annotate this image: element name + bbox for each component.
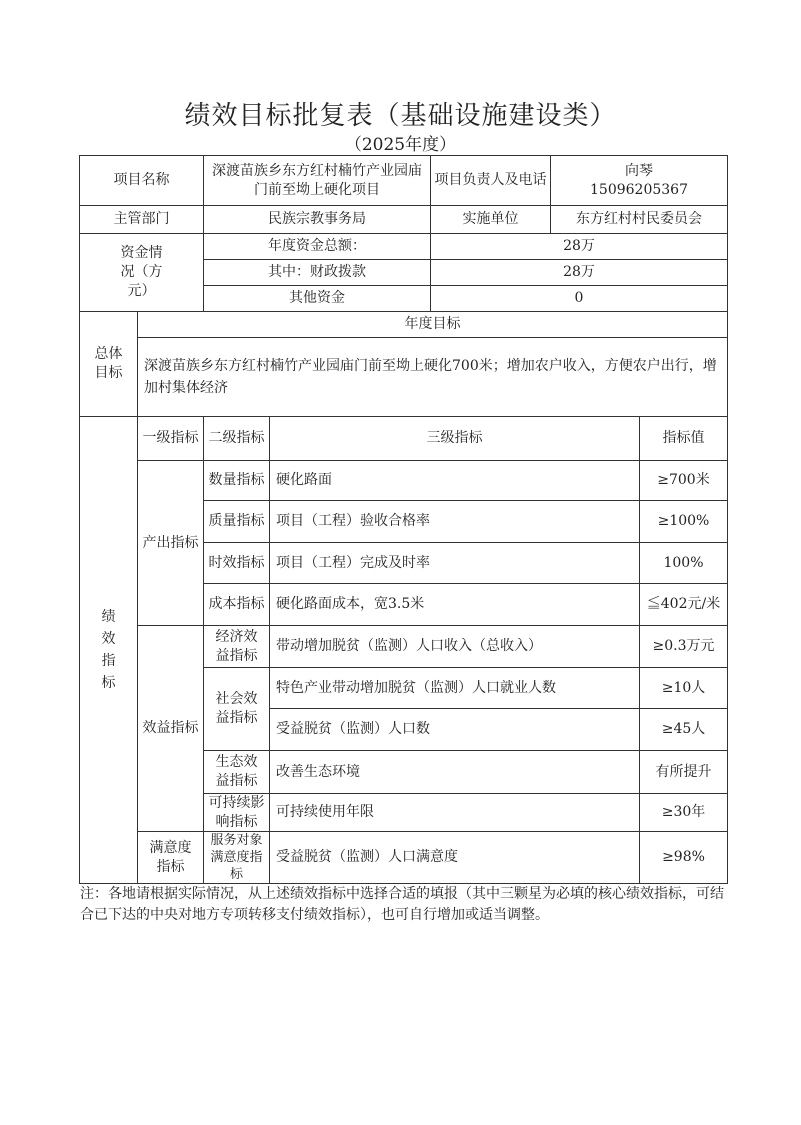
service-satisfaction-label: 服务对象满意度指标 — [210, 833, 263, 882]
table-row-l3: 项目（工程）验收合格率 — [276, 513, 430, 529]
eco-benefit-label: 生态效益指标 — [215, 754, 258, 789]
level3-header: 三级指标 — [426, 430, 483, 446]
impl-unit-label: 实施单位 — [462, 211, 519, 227]
table-row-l2: 数量指标 — [208, 472, 265, 488]
project-name-label: 项目名称 — [113, 172, 170, 188]
page-title: 绩效目标批复表（基础设施建设类） — [184, 101, 617, 131]
perf-indicators-label: 绩效指标 — [101, 609, 116, 691]
table-row-l3: 项目（工程）完成及时率 — [276, 554, 430, 571]
project-contact-label: 项目负责人及电话 — [434, 172, 547, 188]
table-row-value: ≥0.3万元 — [652, 638, 715, 654]
satisfaction-indicators-label: 满意度指标 — [149, 839, 192, 875]
economic-benefit-label: 经济效益指标 — [215, 628, 258, 664]
funds-fiscal-label: 其中：财政拨款 — [268, 264, 366, 280]
page-subtitle: （2025年度） — [344, 135, 457, 155]
table-row-l3: 特色产业带动增加脱贫（监测）人口就业人数 — [276, 679, 556, 696]
dept-label: 主管部门 — [113, 211, 170, 227]
table-row-value: ≥700米 — [657, 472, 710, 488]
social-benefit-label: 社会效益指标 — [215, 691, 258, 726]
output-indicators-label: 产出指标 — [142, 534, 199, 551]
project-name-value: 深渡苗族乡东方红村楠竹产业园庙门前至坳上硬化项目 — [212, 162, 422, 198]
table-row-value: 有所提升 — [655, 763, 712, 780]
dept-value: 民族宗教事务局 — [268, 211, 366, 227]
annual-goal-header: 年度目标 — [404, 316, 461, 332]
funds-total-value: 28万 — [563, 238, 595, 254]
level1-header: 一级指标 — [142, 430, 199, 446]
level2-header: 二级指标 — [208, 430, 265, 446]
table-row-value: ≥10人 — [661, 679, 706, 696]
funds-fiscal-value: 28万 — [563, 264, 595, 280]
table-row-l3: 硬化路面成本，宽3.5米 — [276, 596, 425, 612]
table-row-value: 100% — [663, 554, 704, 571]
table-row-value: ≥100% — [657, 513, 710, 529]
table-row-value: ≥45人 — [661, 721, 706, 737]
table-row-l2: 质量指标 — [208, 513, 265, 529]
table-row-l3: 可持续使用年限 — [276, 804, 374, 820]
table-row-l3: 改善生态环境 — [276, 763, 360, 780]
overall-goal-label: 总体目标 — [94, 346, 123, 381]
table-row-l3: 硬化路面 — [276, 472, 332, 488]
table-row-l3: 受益脱贫（监测）人口数 — [276, 721, 430, 737]
table-row-l3: 带动增加脱贫（监测）人口收入（总收入） — [276, 638, 542, 654]
table-row-l2: 成本指标 — [208, 596, 265, 612]
footnote: 注：各地请根据实际情况，从上述绩效指标中选择合适的填报（其中三颗星为必填的核心绩效指标，可结合已下达的中央对地方专项转移支付绩效指标），也可自行增加或适当调整。 — [80, 886, 724, 923]
table-row-l2: 时效指标 — [208, 554, 265, 571]
project-contact-value: 向琴 15096205367 — [590, 162, 688, 198]
funds-total-label: 年度资金总额： — [268, 238, 366, 254]
funds-label: 资金情况（方元） — [120, 245, 163, 299]
impl-unit-value: 东方红村村民委员会 — [576, 211, 702, 227]
value-header: 指标值 — [662, 430, 705, 446]
benefit-indicators-label: 效益指标 — [142, 720, 199, 736]
table-row-l3: 受益脱贫（监测）人口满意度 — [276, 849, 458, 865]
table-row-value: ≥30年 — [661, 804, 706, 820]
table-row-value: ≦402元/米 — [646, 596, 721, 612]
funds-other-value: 0 — [574, 290, 584, 306]
sustain-impact-label: 可持续影响指标 — [208, 794, 265, 830]
annual-goal-text: 深渡苗族乡东方红村楠竹产业园庙门前至坳上硬化700米；增加农户收入，方便农户出行，增加村集体经济 — [144, 358, 717, 396]
funds-other-label: 其他资金 — [289, 290, 345, 306]
table-row-value: ≥98% — [662, 849, 705, 865]
